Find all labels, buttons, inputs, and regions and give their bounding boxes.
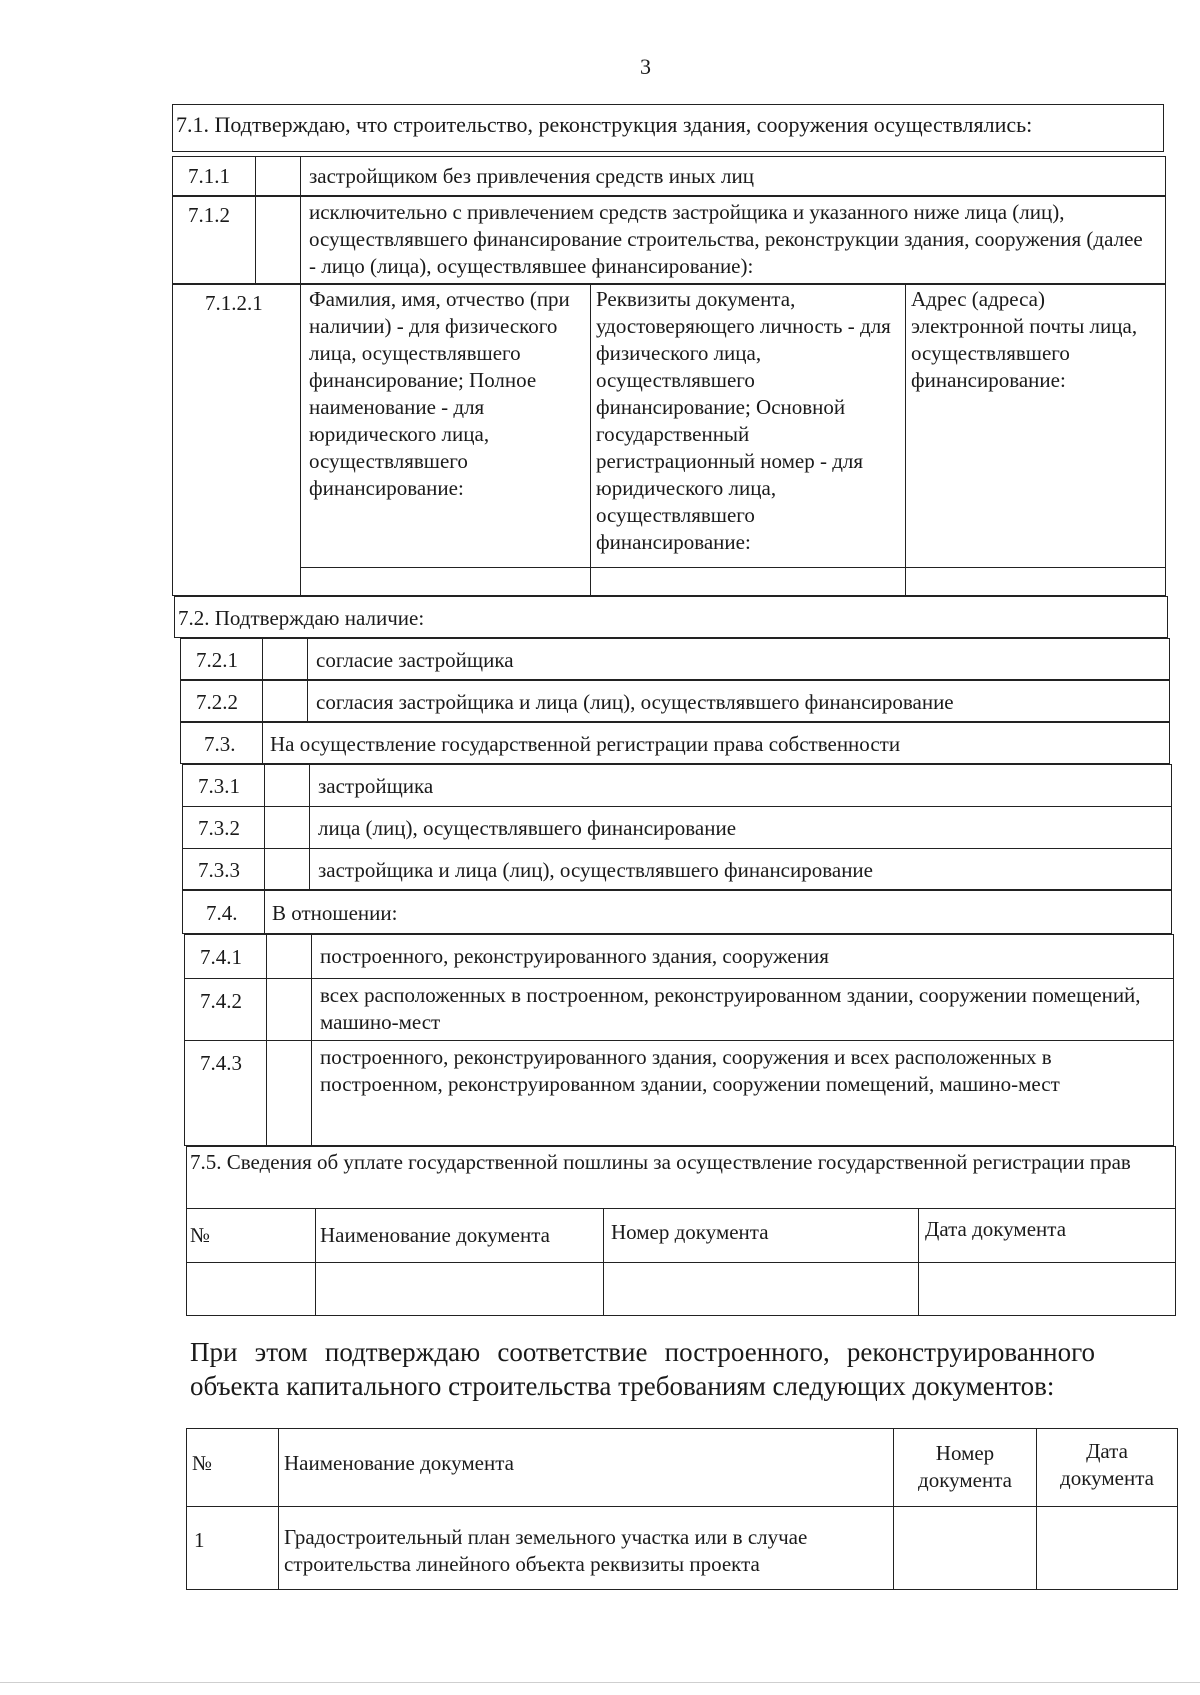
s75-row-name-field[interactable] (317, 1264, 601, 1314)
scan-edge-line (0, 1682, 1200, 1683)
s74-r3-num: 7.4.3 (200, 1051, 242, 1075)
s73-r3-text: застройщика и лица (лиц), осуществлявшего финансирование (318, 858, 873, 882)
s74-r1-num: 7.4.1 (200, 945, 242, 969)
docs-header-date: Дата документа (1060, 1439, 1154, 1490)
checkbox-7-1-1[interactable] (258, 163, 296, 191)
s71-title: 7.1. Подтверждаю, что строительство, реконструкция здания, сооружения осуществлялись: (176, 112, 1033, 137)
s74-r1-text: построенного, реконструированного здания, сооружения (320, 944, 829, 968)
financier-email-field[interactable] (907, 569, 1164, 594)
checkbox-7-4-2[interactable] (269, 984, 307, 1034)
s75-header-num: № (190, 1223, 211, 1247)
s74-r3-text: построенного, реконструированного здания, сооружения и всех расположенных в построенном, реконструированном здании, сооружении помещений, машино-мест (320, 1045, 1060, 1096)
s73-r3-num: 7.3.3 (198, 858, 240, 882)
page-number: 3 (640, 54, 651, 79)
s71-r2-text: исключительно с привлечением средств застройщика и указанного ниже лица (лиц), осуществлявшего финансирование строительства, реконструкции здания, сооружения (далее - лицо (лица), осуществлявшее финансирование): (309, 200, 1143, 278)
s75-row-date-field[interactable] (920, 1264, 1174, 1314)
s73-num: 7.3. (204, 732, 236, 756)
s71-col2-label: Реквизиты документа, удостоверяющего личность - для физического лица, осуществлявшего финансирование; Основной государственный регистрационный номер - для юридического лица, осуществлявшего финансирование: (596, 287, 891, 554)
s74-r2-num: 7.4.2 (200, 989, 242, 1013)
s73-r1-text: застройщика (318, 774, 434, 798)
s75-title: 7.5. Сведения об уплате государственной пошлины за осуществление государственной регистрации прав (190, 1150, 1131, 1174)
checkbox-7-3-2[interactable] (267, 811, 305, 843)
s71-r3-num: 7.1.2.1 (205, 291, 263, 315)
s72-title: 7.2. Подтверждаю наличие: (178, 606, 425, 630)
s75-row-number-field[interactable] (605, 1264, 916, 1314)
s72-r2-num: 7.2.2 (196, 690, 238, 714)
checkbox-7-2-1[interactable] (265, 644, 303, 676)
docs-row-1-num: 1 (194, 1528, 205, 1552)
s75-header-date: Дата документа (925, 1217, 1067, 1241)
checkbox-7-3-1[interactable] (267, 769, 305, 801)
s73-r1-num: 7.3.1 (198, 774, 240, 798)
checkbox-7-4-1[interactable] (269, 940, 307, 974)
s71-r2-num: 7.1.2 (188, 203, 230, 227)
docs-row-1-date-field[interactable] (1038, 1508, 1176, 1588)
s75-header-number: Номер документа (611, 1220, 769, 1244)
s74-r2-text: всех расположенных в построенном, реконструированном здании, сооружении помещений, машино-мест (320, 983, 1141, 1034)
s73-r2-text: лица (лиц), осуществлявшего финансирование (318, 816, 737, 840)
s71-r1-text: застройщиком без привлечения средств иных лиц (309, 164, 754, 188)
s75-row-num-field[interactable] (188, 1264, 313, 1314)
s74-num: 7.4. (206, 901, 238, 925)
checkbox-7-2-2[interactable] (265, 686, 303, 718)
checkbox-7-4-3[interactable] (269, 1046, 307, 1140)
financier-name-field[interactable] (302, 569, 588, 594)
s71-col3-label: Адрес (адреса) электронной почты лица, осуществлявшего финансирование: (911, 287, 1138, 392)
s71-r1-num: 7.1.1 (188, 164, 230, 188)
s73-title: На осуществление государственной регистрации права собственности (270, 732, 901, 756)
s75-header-name: Наименование документа (320, 1223, 550, 1247)
s71-col1-label: Фамилия, имя, отчество (при наличии) - для физического лица, осуществлявшего финансирование; Полное наименование - для юридического лица, осуществлявшего финансирование: (309, 287, 570, 500)
docs-header-name: Наименование документа (284, 1451, 514, 1475)
docs-header-number: Номер документа (918, 1441, 1012, 1492)
s74-title: В отношении: (272, 901, 398, 925)
s73-r2-num: 7.3.2 (198, 816, 240, 840)
docs-row-1-number-field[interactable] (895, 1508, 1034, 1588)
docs-row-1-name: Градостроительный план земельного участка или в случае строительства линейного объекта реквизиты проекта (284, 1525, 808, 1576)
s72-r1-num: 7.2.1 (196, 648, 238, 672)
s72-r1-text: согласие застройщика (316, 648, 514, 672)
s72-r2-text: согласия застройщика и лица (лиц), осуществлявшего финансирование (316, 690, 954, 714)
checkbox-7-1-2[interactable] (258, 202, 296, 278)
checkbox-7-3-3[interactable] (267, 853, 305, 885)
financier-id-doc-field[interactable] (592, 569, 903, 594)
docs-header-num: № (192, 1451, 213, 1475)
confirmation-paragraph: При этом подтверждаю соответствие построенного, реконструированного объекта капитального строительства требованиям следующих документов: (190, 1337, 1095, 1401)
